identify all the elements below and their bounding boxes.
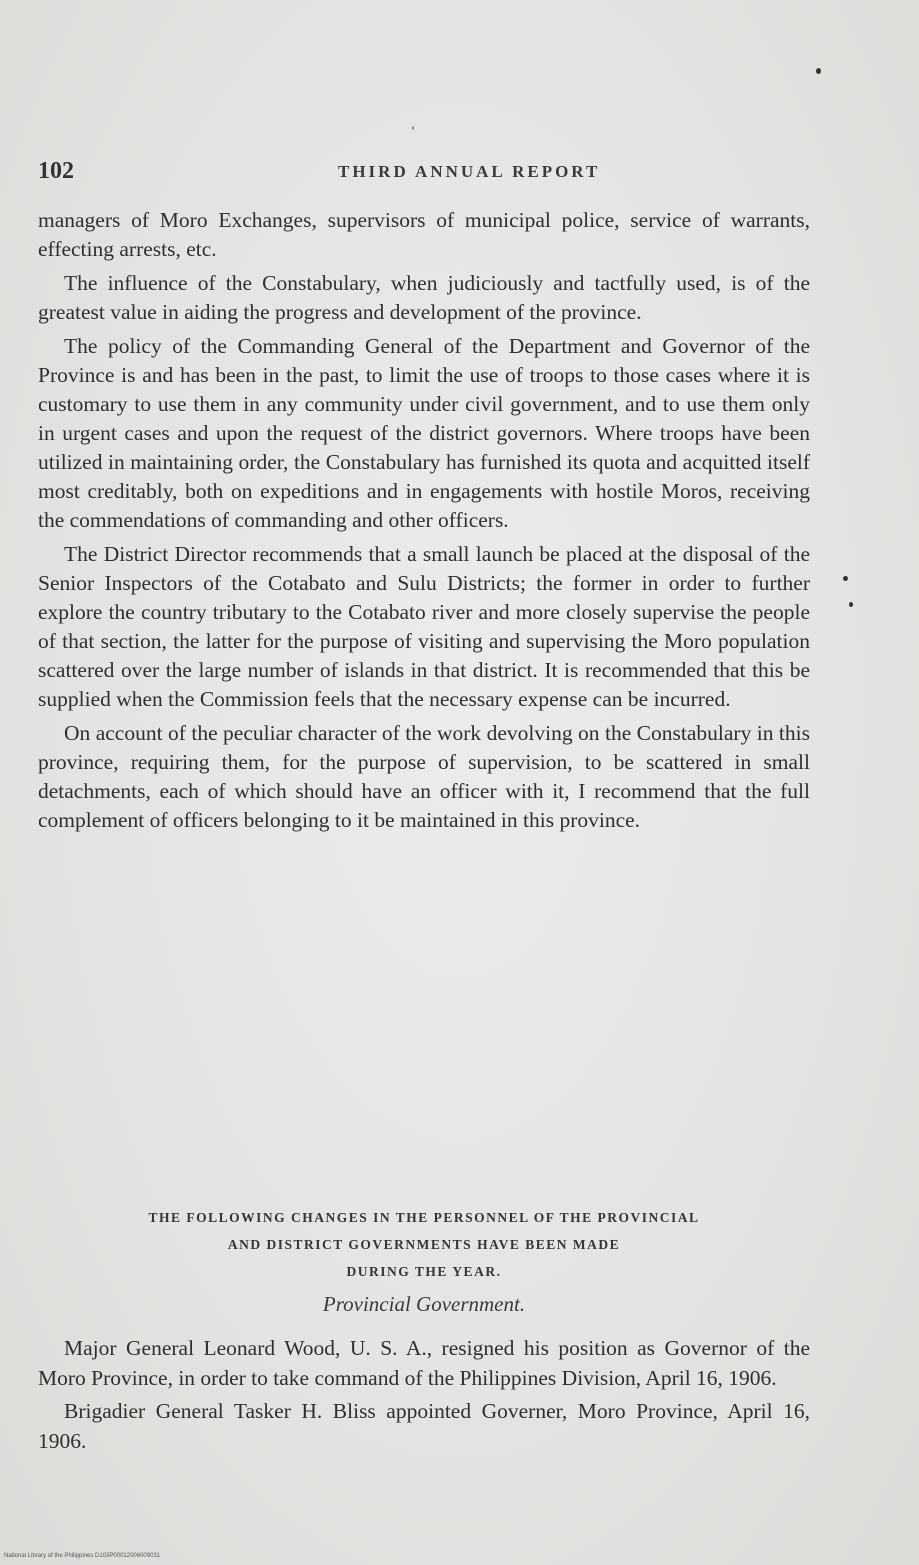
scan-speck (843, 576, 848, 581)
paragraph-troops-policy: The policy of the Commanding General of the Department and Governor of the Province is and has been in the past, to limit the use of troops to those cases where it is customary to use them in any community under civil government, and to use them only in urgent cases and upon the request of the district governors. Where troops have been utilized in maintaining order, the Constabulary has furnished its quota and acquitted itself most creditably, both on expeditions and in engagements with hostile Moros, receiving the commendations of commanding and other officers. (38, 334, 810, 532)
paragraph-constabulary-influence: The influence of the Constabulary, when judiciously and tactfully used, is of the greatest value in aiding the progress and development of the province. (38, 271, 810, 324)
scan-speck (849, 602, 853, 607)
section-subheading: Provincial Government. (322, 1292, 526, 1316)
scan-speck (412, 126, 414, 130)
body-text (38, 206, 810, 840)
scan-speck (816, 68, 821, 74)
paragraph-wood-resignation: Major General Leonard Wood, U. S. A., resigned his position as Governor of the Moro Province, in order to take command of the Philippines Division, April 16, 1906. (38, 1336, 810, 1390)
paragraph-launch-recommendation: The District Director recommends that a small launch be placed at the disposal of the Senior Inspectors of the Cotabato and Sulu Districts; the former in order to further explore the country tributary to the Cotabato river and more closely supervise the people of that section, the latter for the purpose of visiting and supervising the Moro population scattered over the large number of islands in that district. It is recommended that this be supplied when the Commission feels that the necessary expense can be incurred. (38, 542, 810, 711)
personnel-changes-text (38, 1333, 810, 1459)
page-header (38, 158, 858, 188)
paragraph-officers-complement: On account of the peculiar character of the work devolving on the Constabulary in this province, requiring them, for the purpose of supervision, to be scattered in small detachments, each of which should have an officer with it, I recommend that the full complement of officers belonging to it be maintained in this province. (38, 721, 810, 832)
changes-heading-line-2: AND DISTRICT GOVERNMENTS HAVE BEEN MADE (227, 1237, 621, 1252)
paragraph-bliss-appointment: Brigadier General Tasker H. Bliss appointed Governer, Moro Province, April 16, 1906. (38, 1399, 810, 1453)
changes-heading-line-3: DURING THE YEAR. (346, 1264, 502, 1279)
paragraph-continued: managers of Moro Exchanges, supervisors of municipal police, service of warrants, effecting arrests, etc. (38, 208, 810, 261)
changes-heading (38, 1204, 810, 1285)
page-number: 102 (38, 158, 74, 184)
running-head: THIRD ANNUAL REPORT (338, 162, 601, 181)
scan-credit: National Library of the Philippines D103P00012006009031 (4, 1553, 161, 1559)
changes-heading-line-1: THE FOLLOWING CHANGES IN THE PERSONNEL OF THE PROVINCIAL (148, 1210, 700, 1225)
